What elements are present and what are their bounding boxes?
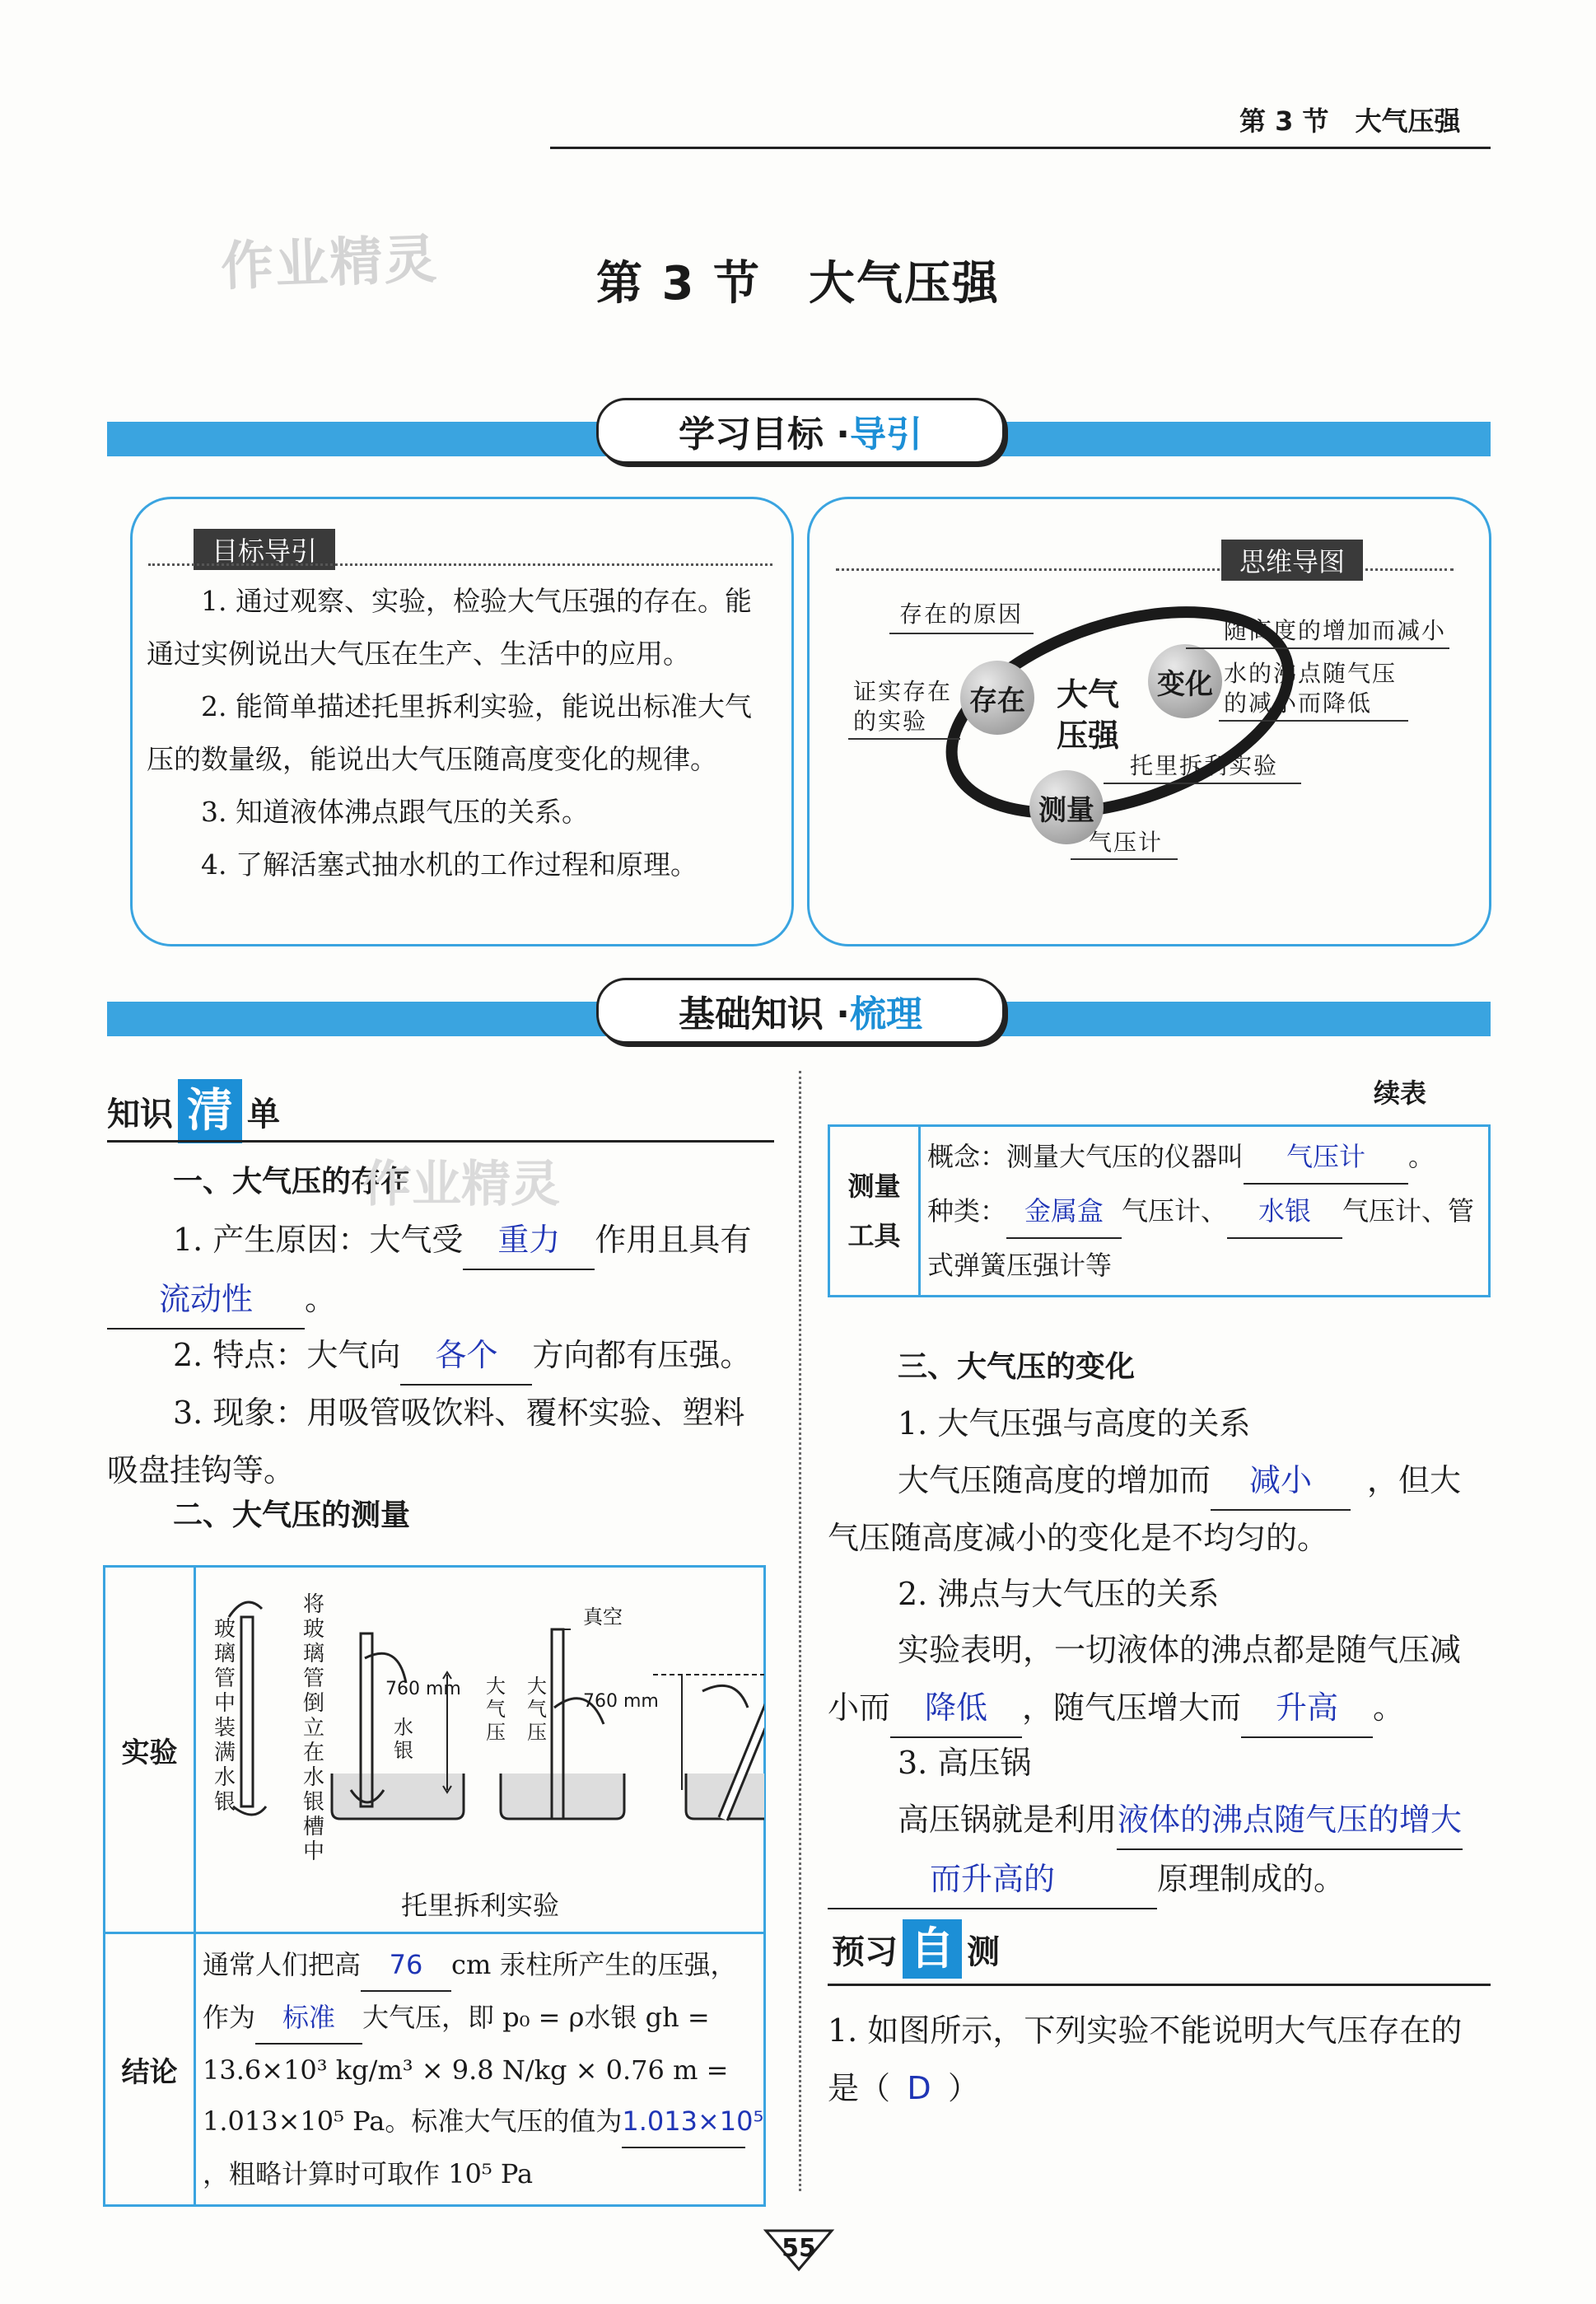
mindmap-change-2a: 水的沸点随气压	[1224, 660, 1398, 687]
para-feature-a: 2. 特点：大气向	[173, 1337, 401, 1373]
page-number: 55	[782, 2234, 816, 2263]
mindmap-node-exist: 存在	[960, 661, 1034, 735]
answer-76: 76	[361, 1939, 451, 1992]
table-experiment-cell	[195, 1567, 765, 1933]
answer-d: D	[907, 2070, 931, 2106]
tool-label-2: 工具	[847, 1220, 901, 1251]
goal-3: 3. 知道液体沸点跟气压的关系。	[201, 796, 589, 828]
answer-barometer: 气压计	[1244, 1130, 1408, 1185]
tool-kinds-c: 气压计、管式弹簧压强计等	[927, 1195, 1475, 1281]
mindmap-measure-1: 托里拆利实验	[1130, 752, 1279, 779]
fig-label-vacuum: 真空	[583, 1605, 623, 1629]
table-label-conclusion: 结论	[105, 1933, 195, 2206]
para-phenomena: 3. 现象：用吸管吸饮料、覆杯实验、塑料吸盘挂钩等。	[107, 1395, 745, 1488]
answer-cooker-1: 液体的沸点随气压的增大	[1117, 1791, 1463, 1850]
mindmap-line	[889, 633, 1034, 634]
mindmap-line	[848, 738, 960, 740]
section-preview-rule	[828, 1984, 1491, 1986]
para-cooker-b: 原理制成的。	[1157, 1861, 1346, 1897]
answer-standard: 标准	[255, 1992, 362, 2045]
running-header: 第 3 节 大气压强	[1239, 105, 1461, 137]
answer-lower: 降低	[890, 1679, 1022, 1738]
banner-goals	[596, 398, 1005, 464]
para-feature-b: 方向都有压强。	[532, 1337, 752, 1373]
fig-label-invert: 将玻璃管倒立在水银槽中	[303, 1592, 325, 1864]
mindmap-exist-reason: 存在的原因	[899, 601, 1024, 628]
fig-label-fill: 玻璃管中装满水银	[214, 1617, 236, 1815]
torricelli-figure	[196, 1584, 764, 1872]
para-cause	[107, 1211, 774, 1330]
banner-knowledge-right: 梳理	[850, 993, 923, 1035]
section-preview-a: 预习	[832, 1932, 898, 1971]
tool-concept-a: 概念：测量大气压的仪器叫	[927, 1141, 1244, 1172]
tool-label-1: 测量	[847, 1171, 901, 1202]
goal-1: 1. 通过观察、实验，检验大气压强的存在。能通过实例说出大气压在生产、生活中的应用。	[147, 585, 752, 670]
section-knowledge-a: 知识	[107, 1095, 173, 1133]
table-label-experiment: 实验	[105, 1567, 195, 1933]
sub-altitude: 1. 大气压强与高度的关系	[898, 1405, 1251, 1442]
question-1-b: ）	[948, 2070, 980, 2106]
answer-gravity: 重力	[463, 1211, 595, 1270]
mindmap-line	[1071, 858, 1178, 860]
para-feature	[173, 1326, 751, 1386]
banner-knowledge	[596, 978, 1005, 1044]
question-1-a: 1. 如图所示，下列实验不能说明大气压存在的是（	[828, 2012, 1463, 2106]
question-1	[828, 2002, 1491, 2117]
heading-existence: 一、大气压的存在	[173, 1165, 411, 1199]
section-knowledge-c: 单	[247, 1095, 280, 1133]
heading-measurement: 二、大气压的测量	[173, 1498, 411, 1532]
para-cooker	[828, 1791, 1491, 1909]
mindmap-node-measure: 测量	[1029, 770, 1104, 844]
header-rule	[550, 147, 1491, 149]
section-knowledge-head	[107, 1079, 280, 1143]
section-knowledge-b: 清	[178, 1079, 242, 1143]
tool-table	[828, 1124, 1491, 1297]
tool-concept-b: 。	[1408, 1141, 1435, 1172]
mindmap-center-line2: 压强	[1056, 717, 1119, 754]
banner-goals-right: 导引	[850, 414, 923, 456]
fig-label-mercury: 水银	[394, 1716, 413, 1762]
banner-goals-left: 学习目标 ·	[678, 414, 851, 456]
mindmap-change-1: 随高度的增加而减小	[1224, 617, 1447, 644]
para-boiling	[828, 1621, 1491, 1738]
mindmap-exist-exp-2: 的实验	[853, 708, 928, 735]
mindmap-exist-exp-1: 证实存在	[853, 678, 953, 705]
section-knowledge-rule	[107, 1140, 774, 1143]
goal-2: 2. 能简单描述托里拆利实验，能说出标准大气压的数量级，能说出大气压随高度变化的规律。	[147, 690, 752, 775]
continued-label: 续表	[1374, 1077, 1427, 1109]
para-cause-a: 1. 产生原因：大气受	[173, 1222, 464, 1258]
watermark-logo: 作业精灵	[219, 229, 440, 298]
section-preview-b: 自	[903, 1919, 962, 1979]
mindmap-node-change: 变化	[1148, 644, 1222, 718]
fig-label-atm-2: 大气压	[527, 1675, 547, 1744]
mindmap-measure-2: 气压计	[1089, 829, 1164, 856]
goals-divider	[148, 563, 772, 566]
page-title: 第 3 节 大气压强	[596, 257, 1000, 311]
para-boiling-c: 。	[1373, 1689, 1405, 1726]
answer-mercury: 水银	[1227, 1185, 1342, 1239]
para-altitude-a: 大气压随高度的增加而	[898, 1462, 1211, 1498]
tool-kinds-b: 气压计、	[1122, 1195, 1228, 1227]
tool-kinds-a: 种类：	[927, 1195, 1007, 1227]
conclusion-a: 通常人们把高	[203, 1949, 362, 1980]
section-preview-head	[832, 1919, 1000, 1979]
fig-label-760-b: 760 mm	[583, 1691, 659, 1712]
conclusion-c: 大气压，即 p₀ = ρ水银 gh = 13.6×10³ kg/m³ × 9.8 N/kg × 0.76 m = 1.013×10⁵ Pa。标准大气压的值为	[203, 2002, 729, 2137]
goal-4: 4. 了解活塞式抽水机的工作过程和原理。	[201, 848, 698, 881]
goals-tag: 目标导引	[194, 529, 335, 570]
sub-pressure-cooker: 3. 高压锅	[898, 1745, 1032, 1781]
heading-change: 三、大气压的变化	[898, 1350, 1136, 1384]
column-divider	[799, 1071, 801, 2191]
section-preview-c: 测	[967, 1932, 1000, 1971]
conclusion-b: cm 汞柱所产生的压强，作为	[203, 1949, 737, 2033]
answer-1013: 1.013×10⁵	[622, 2096, 745, 2148]
mindmap-center-line1: 大气	[1056, 676, 1119, 713]
para-cause-b: 作用且具有	[595, 1222, 752, 1258]
answer-higher: 升高	[1241, 1679, 1373, 1738]
conclusion-d: ，粗略计算时可取作 10⁵ Pa	[203, 2158, 534, 2190]
mindmap-line	[1219, 720, 1408, 722]
mindmap-change-2b: 的减小而降低	[1224, 689, 1373, 717]
banner-knowledge-left: 基础知识 ·	[678, 993, 851, 1035]
table-conclusion-cell	[195, 1933, 765, 2206]
answer-decrease: 减小	[1211, 1451, 1351, 1511]
answer-all-directions: 各个	[400, 1326, 532, 1386]
sub-boiling: 2. 沸点与大气压的关系	[898, 1576, 1220, 1612]
mindmap-line	[1186, 647, 1449, 649]
para-altitude-b	[828, 1451, 1491, 1567]
answer-metal-box: 金属盒	[1006, 1185, 1122, 1239]
fig-label-atm-1: 大气压	[486, 1675, 506, 1744]
watermark-logo-2: 作业精灵	[362, 1156, 560, 1213]
tool-label	[829, 1126, 920, 1297]
para-boiling-b: ，随气压增大而	[1022, 1689, 1242, 1726]
answer-fluidity: 流动性	[107, 1270, 305, 1330]
mindmap-center	[1034, 674, 1141, 756]
para-altitude-rest: ，但大气压随高度减小的变化是不均匀的。	[828, 1462, 1462, 1556]
fig-caption: 托里拆利实验	[400, 1890, 559, 1921]
measurement-table	[103, 1565, 766, 2207]
tool-content	[920, 1126, 1490, 1297]
para-cause-c: 。	[305, 1281, 337, 1317]
para-boiling-a: 实验表明，一切液体的沸点都是随气压减小而	[828, 1632, 1462, 1726]
mindmap-tag: 思维导图	[1221, 540, 1363, 581]
answer-cooker-2: 而升高的	[828, 1850, 1157, 1909]
para-cooker-a: 高压锅就是利用	[898, 1802, 1118, 1838]
mindmap-line	[1104, 783, 1301, 784]
fig-label-760-a: 760 mm	[385, 1679, 461, 1699]
